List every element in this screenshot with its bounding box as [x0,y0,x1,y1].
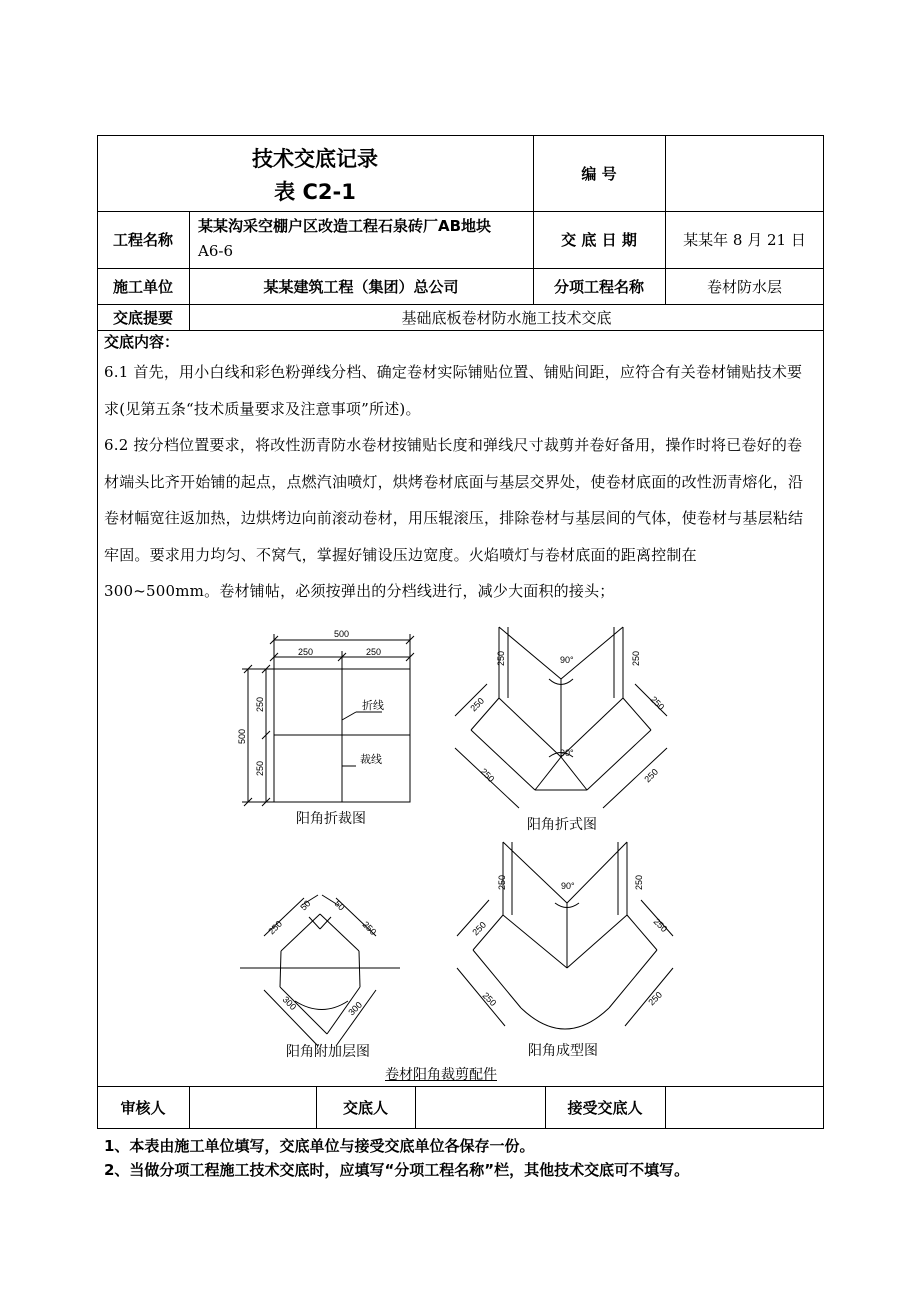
fig1-dim-right-half: 250 [366,647,382,657]
project-name-line1: 某某沟采空棚户区改造工程石泉砖厂AB地块 [198,217,492,235]
fig2-dim-left-low: 250 [478,766,497,785]
reviewer-value [189,1086,316,1129]
fig4-dim-left-top: 250 [497,874,507,890]
figures-group-caption: 卷材阳角裁剪配件 [385,1067,497,1083]
fig1-fold-line: 折线 [362,700,384,712]
subproject-value: 卷材防水层 [706,277,782,296]
fig4-dim-right-top: 250 [634,874,644,890]
project-name-line2: A6-6 [198,242,233,260]
fig1-dim-left-lower: 250 [255,760,265,776]
contractor-label: 施工单位 [112,277,173,296]
fig1-caption: 阳角折裁图 [296,811,366,827]
number-value [665,135,824,211]
fig4-dim-right-low: 250 [646,989,665,1008]
content-paragraph-1: 6.1 首先，用小白线和彩色粉弹线分档、确定卷材实际铺贴位置、铺贴间距，应符合有关卷材铺贴技术要求(见第五条“技术质量要求及注意事项”所述)。 [104,363,803,418]
reviewer-label: 审核人 [120,1099,166,1117]
project-name-label: 工程名称 [112,231,173,249]
discloser-value [415,1086,545,1129]
fig1-dim-top: 500 [334,629,350,639]
fig2-dim-left-top: 250 [496,650,506,666]
number-label: 编 号 [581,164,617,183]
subproject-label: 分项工程名称 [553,277,644,296]
fig2-dim-right-top: 250 [631,650,641,666]
fig2-angle-top: 90° [560,655,574,665]
fig2-dim-left-mid: 250 [468,695,487,714]
fig2-dim-right-mid: 250 [648,694,667,713]
row-divider [97,330,824,331]
summary-value: 基础底板卷材防水施工技术交底 [401,308,612,327]
form-subtitle: 表 C2-1 [274,180,356,204]
fig1-dim-left: 500 [237,728,247,744]
note-1: 1、本表由施工单位填写，交底单位与接受交底单位各保存一份。 [104,1137,535,1155]
discloser-label: 交底人 [342,1099,388,1117]
project-name-value [198,214,533,264]
fig3-caption: 阳角附加层图 [286,1044,370,1060]
note-2: 2、当做分项工程施工技术交底时，应填写“分项工程名称”栏，其他技术交底可不填写。 [104,1161,690,1179]
fig1-cut-line: 裁线 [360,754,382,766]
fig3-dim-250-right: 250 [360,919,379,938]
fig4-angle: 90° [561,881,575,891]
fig4-dim-right-mid: 250 [651,916,670,935]
content-label: 交底内容： [104,333,180,351]
fig3-dim-50-left: 50 [298,898,313,913]
fig2-angle-bottom: 90° [560,748,574,758]
fig2-caption: 阳角折式图 [527,817,597,833]
fig1-dim-left-half: 250 [298,647,314,657]
content-paragraph-2: 6.2 按分档位置要求，将改性沥青防水卷材按铺贴长度和弹线尺寸裁剪并卷好备用，操作时将已卷好的卷材端头比齐开始铺的起点，点燃汽油喷灯，烘烤卷材底面与基层交界处，使卷材底面的改性沥青熔化，沿卷材幅宽往返加热，边烘烤边向前滚动卷材，用压辊滚压，排除卷材与基层间的气体，使卷材与基层粘结牢固。要求用力均匀、不窝气，掌握好铺设压边宽度。火焰喷灯与卷材底面的距离控制在 300~500mm。卷材铺帖，必须按弹出的分档线进行，减少大面积的接头； [104,436,804,600]
fig3-dim-300-left: 300 [280,994,299,1013]
receiver-value [665,1086,824,1129]
fig4-dim-left-low: 250 [480,990,499,1009]
date-label: 交 底 日 期 [561,231,637,249]
fig3-dim-300-right: 300 [346,999,365,1018]
contractor-value: 某某建筑工程（集团）总公司 [263,277,459,296]
fig1-dim-left-upper: 250 [255,696,265,712]
form-title: 技术交底记录 [252,147,378,171]
fig3-dim-250-left: 250 [266,918,285,937]
fig2-dim-right-low: 250 [642,766,661,785]
fig4-dim-left-mid: 250 [470,919,489,938]
fig4-caption: 阳角成型图 [528,1043,598,1059]
receiver-label: 接受交底人 [567,1099,643,1117]
fig3-dim-50-right: 50 [332,898,347,913]
summary-label: 交底提要 [112,308,173,327]
date-value: 某某年 8 月 21 日 [683,231,806,249]
